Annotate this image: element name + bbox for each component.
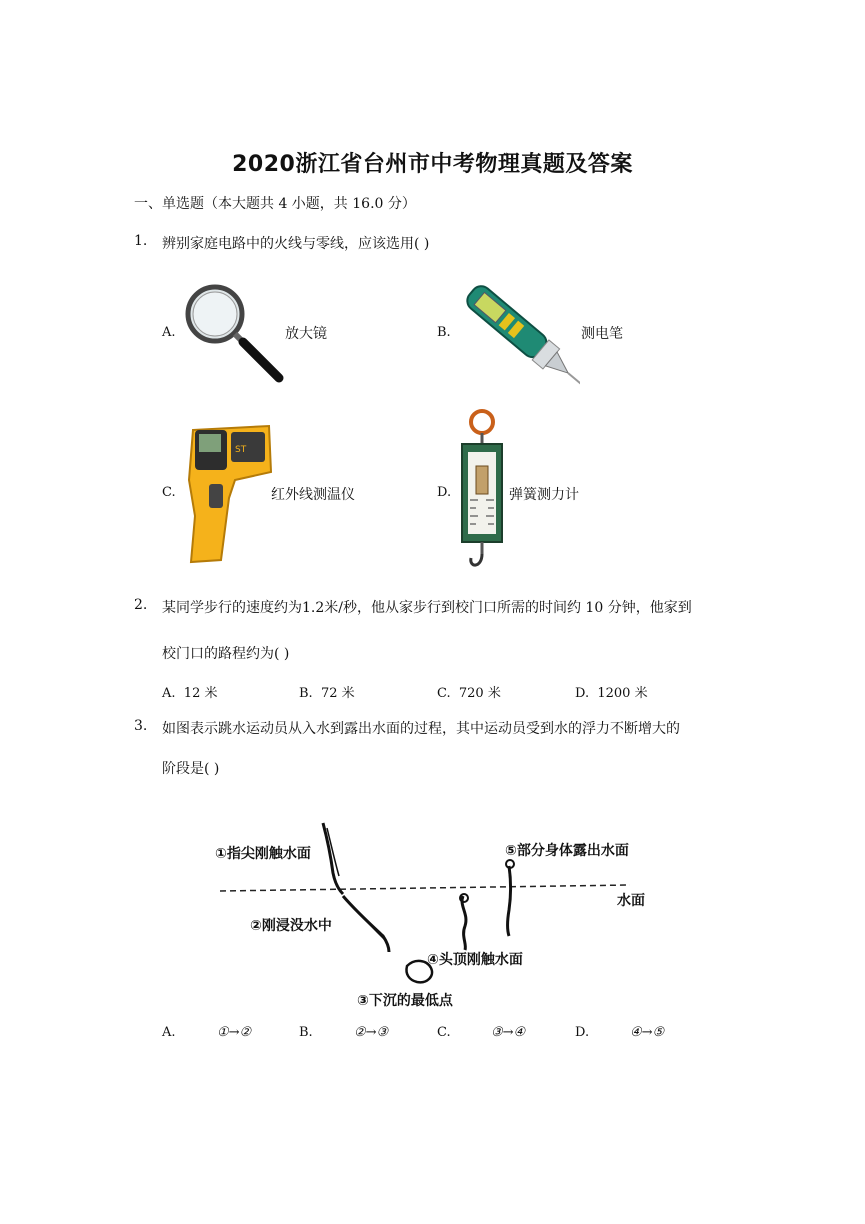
label-stage5: ⑤部分身体露出水面 xyxy=(505,843,629,859)
q3-option-d-letter: D. xyxy=(575,1025,590,1040)
q2-option-b-text: 72 米 xyxy=(320,686,355,701)
q3-number: 3. xyxy=(134,718,148,734)
water-label: 水面 xyxy=(617,893,645,909)
q3-option-c-text: ③→④ xyxy=(491,1025,526,1040)
q2-number: 2. xyxy=(134,597,148,613)
q1-option-d-letter: D. xyxy=(437,485,452,500)
q3-option-b-letter: B. xyxy=(299,1025,313,1040)
diver-stage2 xyxy=(343,896,389,952)
spring-scale-icon xyxy=(459,408,505,574)
q2-option-c-text: 720 米 xyxy=(458,686,501,701)
q2-option-a-text: 12 米 xyxy=(183,686,218,701)
q3-option-c-letter: C. xyxy=(437,1025,451,1040)
q1-stem: 辨别家庭电路中的火线与零线，应该选用( ) xyxy=(162,236,430,252)
diving-figure xyxy=(205,818,665,1013)
q1-option-b-letter: B. xyxy=(437,325,451,340)
q1-option-d-text: 弹簧测力计 xyxy=(509,487,579,503)
q2-option-c xyxy=(437,682,501,701)
q3-stem-line2: 阶段是( ) xyxy=(162,761,220,777)
q2-stem-line1: 某同学步行的速度约为1.2米/秒，他从家步行到校门口所需的时间约 10 分钟，他家到 xyxy=(162,600,692,616)
magnifying-glass-icon xyxy=(183,282,285,384)
diver-stage4 xyxy=(462,896,466,950)
q1-option-a-text: 放大镜 xyxy=(285,326,327,342)
label-stage4: ④头顶刚触水面 xyxy=(427,952,523,968)
q3-option-a-letter: A. xyxy=(162,1025,176,1040)
q2-option-a-letter: A. xyxy=(162,686,176,701)
q2-option-b-letter: B. xyxy=(299,686,313,701)
infrared-thermometer-icon xyxy=(185,420,273,565)
q3-option-d-text: ④→⑤ xyxy=(630,1025,665,1040)
label-stage1: ①指尖刚触水面 xyxy=(215,846,311,862)
page-title: 2020浙江省台州市中考物理真题及答案 xyxy=(232,152,633,177)
diver-stage5 xyxy=(508,866,511,936)
q3-stem-line1: 如图表示跳水运动员从入水到露出水面的过程，其中运动员受到水的浮力不断增大的 xyxy=(162,721,680,737)
label-stage3: ③下沉的最低点 xyxy=(357,993,453,1009)
q3-option-a-text: ①→② xyxy=(217,1025,252,1040)
label-stage2: ②刚浸没水中 xyxy=(250,918,332,934)
q1-number: 1. xyxy=(134,233,148,249)
q2-stem-line2: 校门口的路程约为( ) xyxy=(162,646,290,662)
svg-text:ST: ST xyxy=(235,445,247,455)
q2-option-d-letter: D. xyxy=(575,686,590,701)
q2-option-d xyxy=(575,682,648,701)
q2-option-c-letter: C. xyxy=(437,686,451,701)
q1-option-c-letter: C. xyxy=(162,485,176,500)
section-heading: 一、单选题（本大题共 4 小题，共 16.0 分） xyxy=(134,196,416,212)
q1-option-c-text: 红外线测温仪 xyxy=(271,487,355,503)
q2-option-d-text: 1200 米 xyxy=(597,686,648,701)
q2-option-b xyxy=(299,682,355,701)
water-surface-line xyxy=(220,885,630,891)
q3-option-b-text: ②→③ xyxy=(354,1025,389,1040)
q1-option-a-letter: A. xyxy=(162,325,176,340)
q1-option-b-text: 测电笔 xyxy=(581,326,623,342)
diver-stage1 xyxy=(323,823,343,894)
q2-option-a xyxy=(162,682,217,701)
test-pen-icon xyxy=(460,272,580,397)
